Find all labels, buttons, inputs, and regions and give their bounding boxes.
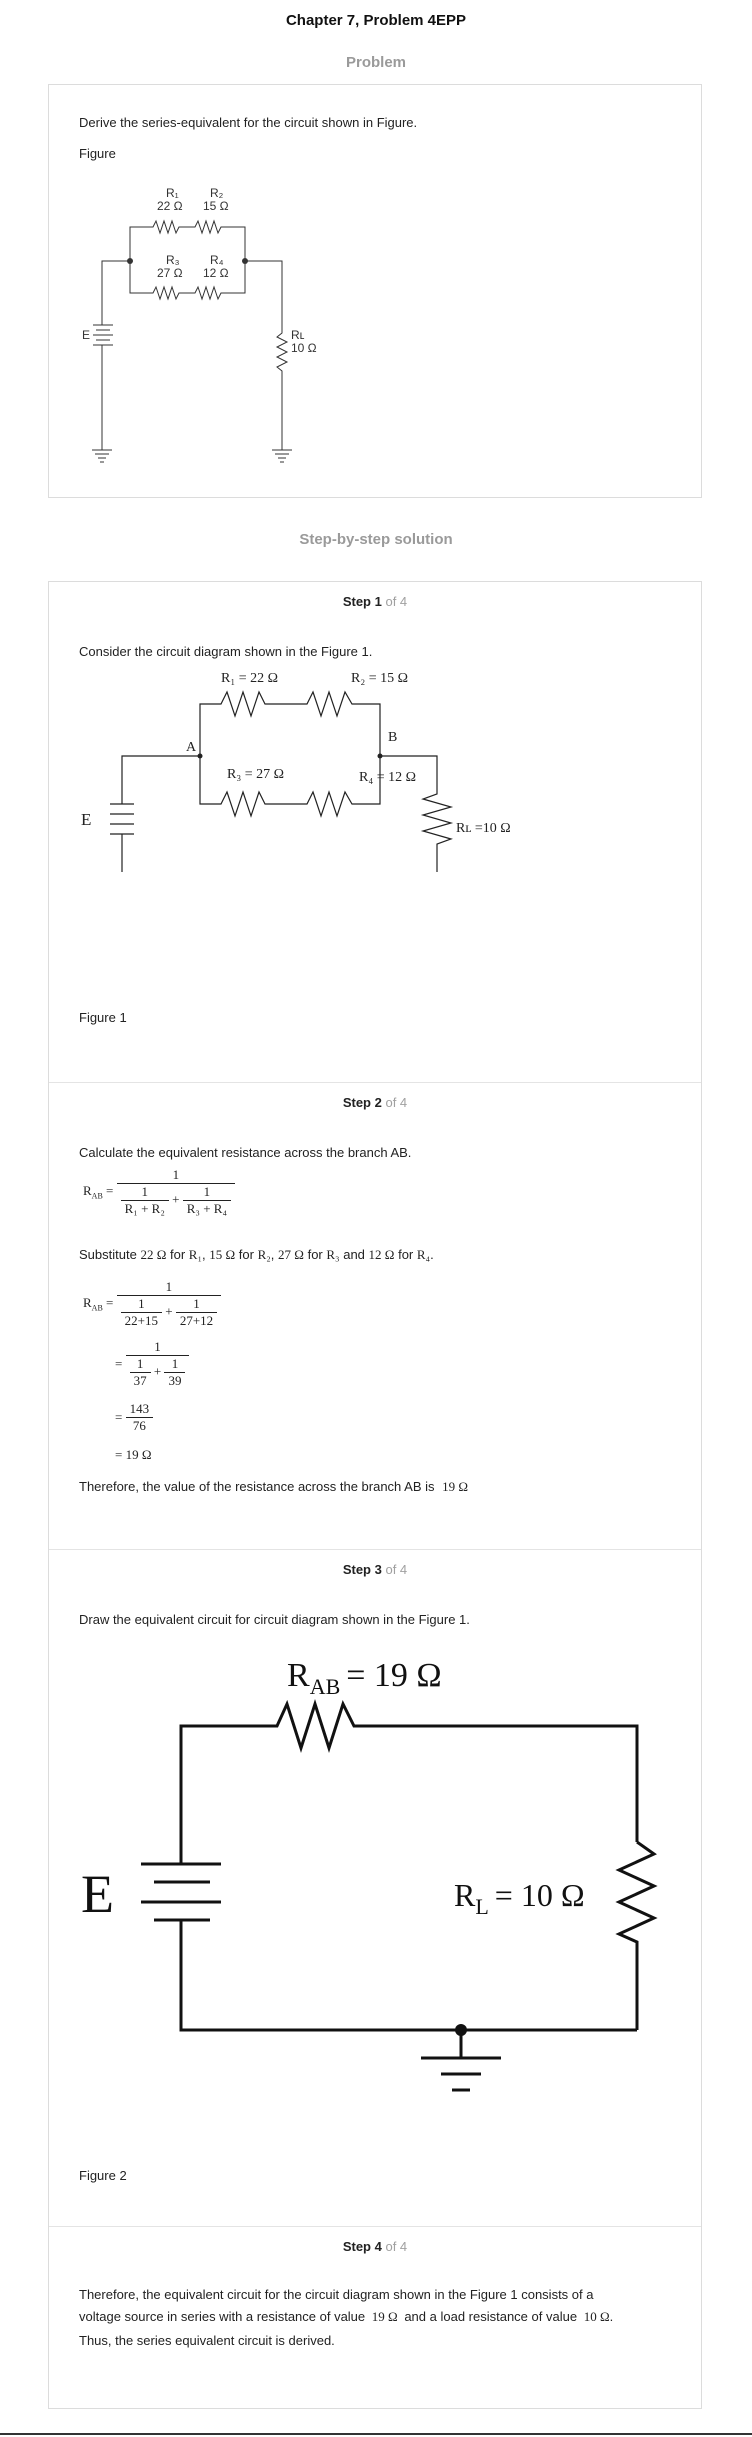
step-3-rl-value: = 10 Ω [494,1877,585,1913]
step-3-circuit-diagram [49,1634,701,2144]
sub-r3: R₃ [326,1247,340,1262]
step-4-label: Step 4 [342,2239,382,2254]
conclusion-text: Therefore, the value of the resistance across the branch AB is [79,1479,435,1494]
value-143: 143 [129,1401,150,1416]
plus-sign: + [153,1363,162,1379]
step-3 [49,1550,701,2226]
step-4-line-2-a: voltage source in series with a resistance of value [79,2309,366,2324]
problem-rl-name: Rʟ [291,328,305,342]
sub-value-3: 27 Ω [278,1247,304,1262]
substitute-line [79,1247,434,1263]
step-4-line-1: Therefore, the equivalent circuit for the circuit diagram shown in the Figure 1 consists of a [79,2287,594,2302]
problem-rl-value: 10 Ω [291,341,317,355]
step-2-label: Step 2 [342,1095,382,1110]
period: . [430,1247,434,1262]
step-3-heading [49,1562,701,1577]
problem-r2-value: 15 Ω [203,199,229,213]
value-76: 76 [126,1417,154,1434]
step-1-source: E [81,810,92,829]
step-3-rab-value: = 19 Ω [346,1657,442,1694]
solution-heading: Step-by-step solution [299,531,453,548]
and-word: and [343,1247,365,1262]
step-1-rl: Rʟ =10 Ω [456,821,511,836]
equals-sign: = [106,1295,114,1311]
fraction-numerator: 1 [154,1339,161,1354]
equals-sign: = [115,1409,123,1425]
step-3-label: Step 3 [342,1562,382,1577]
step-1-r3: R₃ = 27 Ω [227,767,285,782]
problem-circuit-diagram [69,175,389,485]
step-2-of: of 4 [385,1095,408,1110]
step-1 [49,582,701,1082]
svg-text:RL= 10 Ω [454,1877,585,1919]
step-2-heading [49,1095,701,1110]
problem-text: Derive the series-equivalent for the circuit shown in Figure. [79,115,418,130]
plus-sign: + [172,1191,180,1207]
value-37: 37 [130,1372,151,1389]
step-2-conclusion [79,1479,468,1495]
sub-value-1: 22 Ω [140,1247,167,1262]
rab-result: = 19 Ω [115,1447,152,1462]
step-1-figure-caption: Figure 1 [79,1010,127,1025]
step-4-period: . [609,2309,614,2324]
step-3-rl-subscript: L [475,1894,489,1919]
fraction-numerator: 1 [141,1184,149,1199]
for-word: for [170,1247,186,1262]
problem-r4-name: R₄ [210,253,224,267]
step-3-figure-caption: Figure 2 [79,2168,127,2183]
step-1-text: Consider the circuit diagram shown in the Figure 1. [79,644,373,659]
step-4-line-3: Thus, the series equivalent circuit is derived. [79,2333,335,2348]
rab-substitution [83,1279,221,1329]
problem-r3-value: 27 Ω [157,266,183,280]
step-1-r4: R₄ = 12 Ω [359,770,417,785]
step-3-source: E [81,1864,114,1924]
equals-sign: = [115,1356,123,1371]
step-3-rab-subscript: AB [309,1674,341,1699]
value-39: 39 [164,1372,185,1389]
sub-value-4: 12 Ω [368,1247,395,1262]
step-1-node-a: A [186,740,197,755]
fraction-numerator: 1 [171,1356,179,1371]
rab-step-3 [115,1401,153,1434]
step-1-node-b: B [388,730,398,745]
sub-value-2: 15 Ω [209,1247,236,1262]
for-word: for [398,1247,414,1262]
fraction-numerator: 1 [136,1356,144,1371]
substitute-word: Substitute [79,1247,137,1262]
step-4-line-2-b: and a load resistance of value [404,2309,578,2324]
problem-r3-name: R₃ [166,253,180,267]
rab-step-2 [115,1339,189,1389]
svg-text:RAB= 19 Ω [287,1657,442,1699]
step-1-circuit-diagram [49,662,701,872]
sum-22-15: 22+15 [121,1312,162,1329]
step-4-value-19: 19 Ω [371,2309,398,2324]
step-1-r2: R₂ = 15 Ω [351,671,409,686]
problem-heading: Problem [345,54,406,71]
step-4-of: of 4 [385,2239,408,2254]
problem-source-label: E [82,328,91,342]
equals-sign: = [106,1183,114,1199]
step-4-value-10: 10 Ω [583,2309,610,2324]
problem-figure-label: Figure [79,146,116,161]
rab-subscript: AB [91,1191,103,1201]
step-2-intro: Calculate the equivalent resistance across the branch AB. [79,1145,412,1160]
comma: , [270,1247,275,1262]
step-3-of: of 4 [385,1562,408,1577]
for-word: for [238,1247,254,1262]
fraction-numerator: 1 [193,1296,200,1311]
plus-sign: + [165,1303,173,1319]
sub-r1: R₁ [188,1247,202,1262]
rab-symbol: R [83,1183,92,1199]
step-4-heading [49,2239,701,2254]
step-1-r1: R₁ = 22 Ω [221,671,279,686]
problem-r1-value: 22 Ω [157,199,183,213]
problem-card [48,84,702,498]
step-3-rab-symbol: R [287,1657,310,1694]
page-title: Chapter 7, Problem 4EPP [285,12,467,29]
step-1-label: Step 1 [342,594,382,609]
rab-symbol: R [83,1295,92,1311]
step-2 [49,1083,701,1549]
step-3-text: Draw the equivalent circuit for circuit diagram shown in the Figure 1. [79,1612,470,1627]
rab-formula [83,1167,235,1217]
fraction-numerator: 1 [165,1279,173,1294]
step-3-rl-symbol: R [454,1877,476,1913]
step-4 [49,2227,701,2409]
comma: , [202,1247,206,1262]
fraction-numerator: 1 [138,1296,145,1311]
sub-r2: R₂ [257,1247,271,1262]
r3-plus-r4: R₃ + R₄ [183,1200,231,1217]
for-word: for [307,1247,323,1262]
rab-subscript: AB [91,1303,103,1313]
sub-r4: R₄ [416,1247,431,1262]
problem-r2-name: R₂ [210,186,224,200]
sum-27-12: 27+12 [176,1312,217,1329]
problem-r1-name: R₁ [166,186,179,200]
r1-plus-r2: R₁ + R₂ [121,1200,169,1217]
step-1-heading [49,594,701,609]
conclusion-value: 19 Ω [442,1479,469,1494]
step-1-of: of 4 [385,594,408,609]
solution-card [48,581,702,2409]
page-bottom-border [0,2433,752,2435]
problem-r4-value: 12 Ω [203,266,229,280]
fraction-numerator: 1 [172,1167,180,1182]
step-4-line-2 [79,2309,613,2325]
fraction-numerator: 1 [203,1184,211,1199]
